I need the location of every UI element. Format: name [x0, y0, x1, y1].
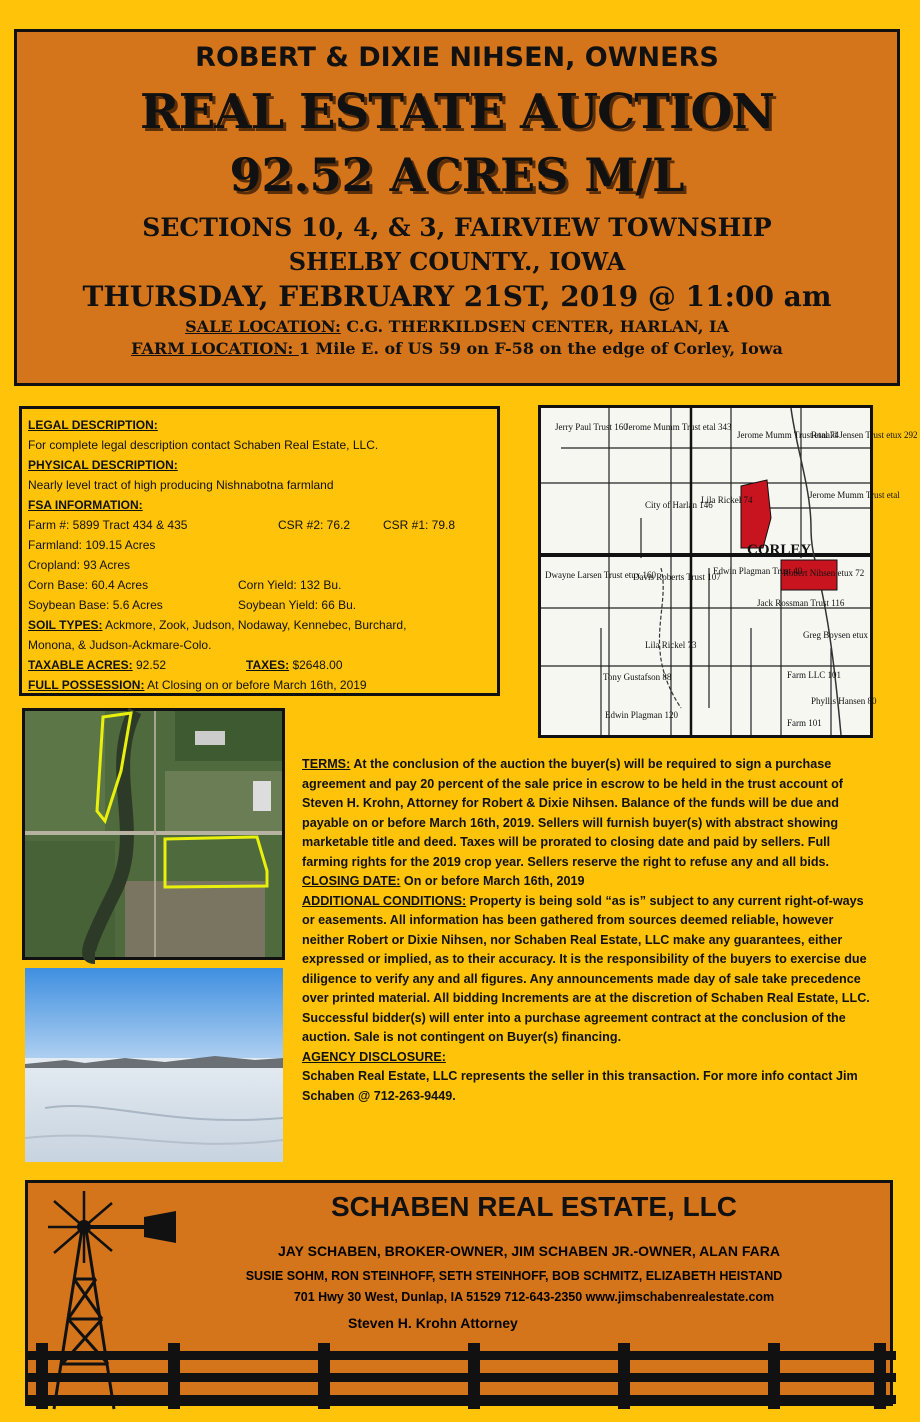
- county-line: SHELBY COUNTY., IOWA: [288, 247, 626, 276]
- soil-types-text-2: Monona, & Judson-Ackmare-Colo.: [28, 638, 212, 652]
- closing-paragraph: [302, 872, 874, 892]
- footer-brokers: JAY SCHABEN, BROKER-OWNER, JIM SCHABEN JR.-OWNER, ALAN FARA: [278, 1243, 780, 1259]
- auction-header: [14, 29, 900, 386]
- owners-line: ROBERT & DIXIE NIHSEN, OWNERS: [195, 42, 719, 73]
- cropland: Cropland: 93 Acres: [28, 558, 131, 572]
- possession-text: At Closing on or before March 16th, 2019: [144, 678, 367, 692]
- map-label-6: Jerome Mumm Trust etal: [809, 490, 900, 500]
- map-label-19: Farm 101: [787, 718, 822, 728]
- corn-base: Corn Base: 60.4 Acres: [28, 578, 149, 592]
- map-label-2: Jerome Mumm Trust etal 74: [737, 430, 840, 440]
- map-label-18: Phyllis Hansen 80: [811, 696, 877, 706]
- map-label-17: Farm LLC 101: [787, 670, 841, 680]
- sections-line: SECTIONS 10, 4, & 3, FAIRVIEW TOWNSHIP: [142, 213, 772, 242]
- taxable-acres-label: TAXABLE ACRES:: [28, 658, 133, 672]
- map-label-15: Tony Gustafson 88: [603, 672, 672, 682]
- company-name: SCHABEN REAL ESTATE, LLC: [330, 1191, 737, 1222]
- csr2: CSR #2: 76.2: [278, 518, 351, 532]
- field-photo-drawing: [25, 968, 283, 1162]
- terms-section: [302, 755, 874, 1106]
- soybean-base: Soybean Base: 5.6 Acres: [28, 598, 163, 612]
- soybean-yield: Soybean Yield: 66 Bu.: [238, 598, 357, 612]
- csr1: CSR #1: 79.8: [383, 518, 456, 532]
- map-label-8: Robert Nihsen etux 72: [783, 568, 865, 578]
- additional-paragraph: [302, 892, 874, 1048]
- farm-location: [17, 339, 897, 358]
- map-label-13: Greg Boysen etux: [803, 630, 868, 640]
- agency-label: AGENCY DISCLOSURE:: [302, 1049, 446, 1064]
- physical-description-text: Nearly level tract of high producing Nishnabotna farmland: [28, 478, 334, 492]
- map-label-14: Lila Rickel 73: [645, 640, 697, 650]
- legal-description-label: LEGAL DESCRIPTION:: [28, 418, 158, 432]
- footer-contact: 701 Hwy 30 West, Dunlap, IA 51529 712-643-2350 www.jimschabenrealestate.com: [293, 1290, 775, 1304]
- legal-info-box: [19, 406, 500, 696]
- terms-paragraph: [302, 755, 874, 872]
- map-label-12: Jack Rossman Trust 116: [757, 598, 845, 608]
- map-label-3: Ronald Jensen Trust etux 292: [811, 430, 918, 440]
- map-label-5: Lila Rickel 74: [701, 495, 753, 505]
- taxes-value: $2648.00: [289, 658, 343, 672]
- auction-date: THURSDAY, FEBRUARY 21ST, 2019 @ 11:00 am: [82, 280, 832, 313]
- fsa-label: FSA INFORMATION:: [28, 498, 143, 512]
- physical-description-label: PHYSICAL DESCRIPTION:: [28, 458, 178, 472]
- sale-location: [17, 317, 897, 336]
- map-label-4: City of Harlan 146: [645, 500, 713, 510]
- sale-location-label: SALE LOCATION:: [185, 317, 341, 336]
- aerial-photo: [22, 708, 285, 960]
- map-label-0: Jerry Paul Trust 160: [555, 422, 628, 432]
- farmland: Farmland: 109.15 Acres: [28, 538, 156, 552]
- possession-label: FULL POSSESSION:: [28, 678, 145, 692]
- corn-yield: Corn Yield: 132 Bu.: [238, 578, 342, 592]
- plat-map-drawing: [541, 408, 918, 735]
- company-footer: [25, 1180, 893, 1406]
- closing-text: On or before March 16th, 2019: [400, 874, 585, 888]
- terms-text: At the conclusion of the auction the buyer(s) will be required to sign a purchase agreement and pay 20 percent of the sale price in escrow to be held in the trust account of Steven H. Krohn, Attorney for Robert & Dixie Nihsen. Balance of the funds will be due and payable on or before March 16th, 2019. Sellers will furnish buyer(s) with abstract showing marketable title and deed. Taxes will be prorated to closing date and paid by sellers. Full farming rights for the 2019 crop year. Sellers reserve the right to refuse any and all bids.: [302, 757, 843, 869]
- taxable-acres-value: 92.52: [132, 658, 167, 672]
- footer-attorney: Steven H. Krohn Attorney: [348, 1315, 518, 1331]
- additional-label: ADDITIONAL CONDITIONS:: [302, 893, 467, 908]
- agency-text: Schaben Real Estate, LLC represents the seller in this transaction. For more info contact Jim Schaben @ 712-263-9449.: [302, 1069, 858, 1103]
- farm-location-text: 1 Mile E. of US 59 on F-58 on the edge of Corley, Iowa: [298, 339, 783, 358]
- map-label-7: CORLEY: [747, 542, 812, 558]
- plat-map: [538, 405, 918, 738]
- auction-title: REAL ESTATE AUCTION: [139, 84, 775, 140]
- sale-location-text: C.G. THERKILDSEN CENTER, HARLAN, IA: [340, 317, 729, 336]
- map-label-10: Davis Roberts Trust 107: [633, 572, 721, 582]
- legal-description-text: For complete legal description contact Schaben Real Estate, LLC.: [28, 438, 379, 452]
- map-label-16: Edwin Plagman 120: [605, 710, 678, 720]
- closing-label: CLOSING DATE:: [302, 874, 401, 888]
- map-label-1: Jerome Mumm Trust etal 343: [625, 422, 732, 432]
- map-label-9: Dwayne Larsen Trust etux 160: [545, 570, 656, 580]
- agency-label-row: [302, 1048, 874, 1068]
- farm-location-label: FARM LOCATION:: [131, 339, 299, 358]
- field-photo: [25, 968, 283, 1162]
- soil-types-text: Ackmore, Zook, Judson, Nodaway, Kennebec, Burchard,: [102, 618, 407, 632]
- footer-associates: SUSIE SOHM, RON STEINHOFF, SETH STEINHOFF, BOB SCHMITZ, ELIZABETH HEISTAND: [245, 1269, 783, 1283]
- map-label-11: Edwin Plagman Trust 40: [713, 566, 803, 576]
- aerial-photo-drawing: [25, 711, 282, 957]
- taxes-label: TAXES:: [246, 658, 290, 672]
- soil-types-label: SOIL TYPES:: [28, 618, 103, 632]
- acres-line: 92.52 ACRES M/L: [229, 148, 685, 202]
- farm-tract: Farm #: 5899 Tract 434 & 435: [28, 518, 188, 532]
- additional-text: Property is being sold “as is” subject to any current right-of-ways or easements. All information has been gathered from sources deemed reliable, however neither Robert or Dixie Nihsen, nor Schaben Real Estate, LLC make any guarantees, either expressed or implied, as to their accuracy. It is the responsibility of the buyers to exercise due diligence to verify any and all figures. Any announcements made day of sale take precedence over printed material. All bidding Increments are at the discretion of Schaben Real Estate, LLC. Successful bidder(s) will enter into a purchase agreement contract at the conclusion of the auction. Sale is not contingent on Buyer(s) financing.: [302, 893, 870, 1044]
- terms-label: TERMS:: [302, 757, 351, 771]
